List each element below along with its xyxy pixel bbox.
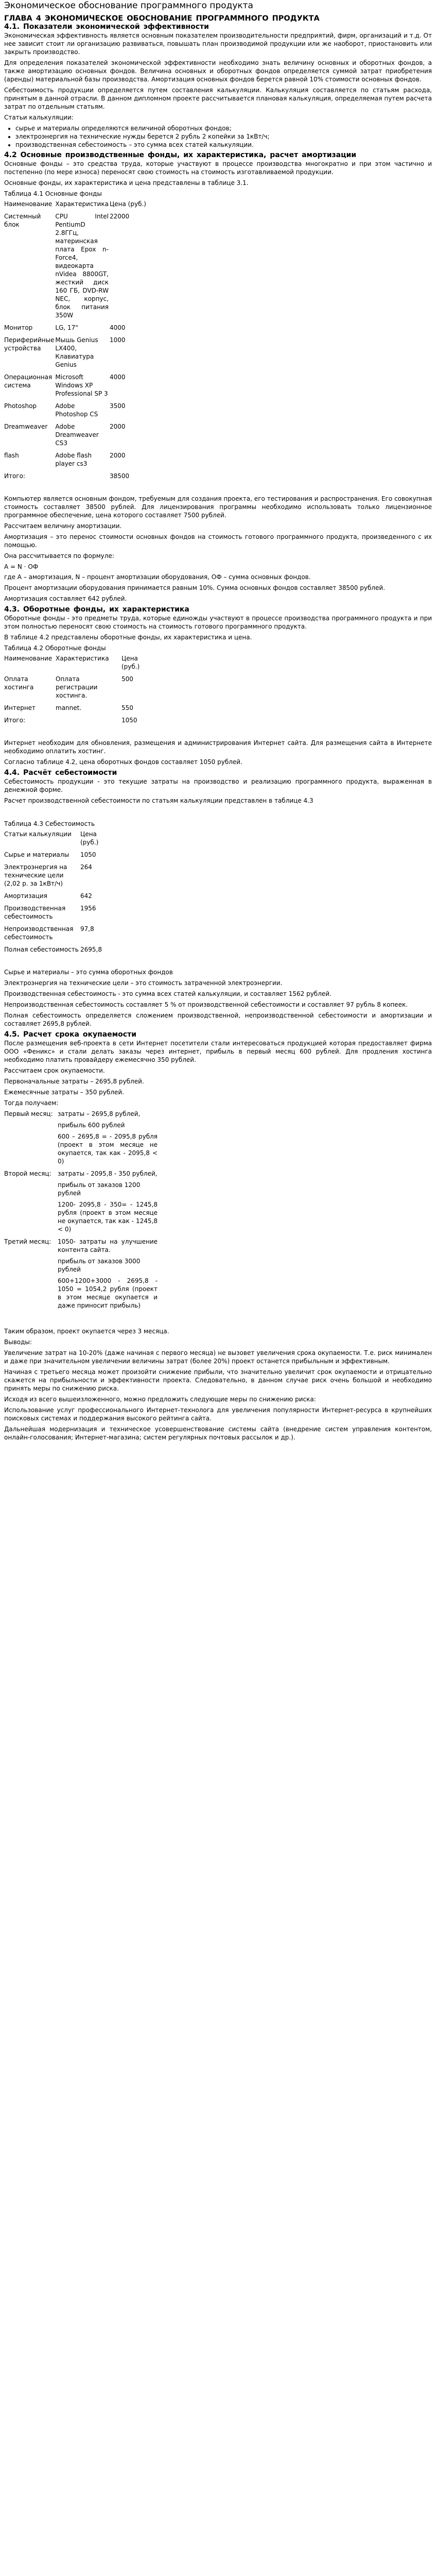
table-cell: Монитор [4, 324, 33, 331]
month-line: 600+1200+3000 - 2695,8 - 1050 = 1054,2 рубля (проект в этом месяце окупается и даже приносит прибыль) [58, 1277, 158, 1309]
paragraph: Себестоимость продукции - это текущие затраты на производство и реализацию программного продукта, выраженная в денежной форме. [4, 778, 432, 793]
table-cell: Производственная себестоимость [4, 905, 66, 920]
table-cell: mannet. [56, 704, 82, 711]
table-header-row [4, 200, 151, 212]
table-cell: Непроизводственная себестоимость [4, 925, 74, 941]
month-line: прибыль 600 рублей [58, 1122, 125, 1129]
table-cell: 642 [80, 892, 92, 900]
table-cell [58, 1238, 159, 1314]
table-row [4, 675, 152, 704]
table-row [4, 704, 152, 716]
paragraph: Компьютер является основным фондом, требуемым для создания проекта, его тестирования и распространения. Его совокупная стоимость составляет 38500 рублей. Для лицензирования программы необходимо использовать только лицензионное программное обеспечение, цена которого составляет 7500 рублей. [4, 495, 432, 519]
paragraph: где А – амортизация, N – процент амортизации оборудования, ОФ – сумма основных фондов. [4, 573, 311, 581]
table-cell: Амортизация [4, 892, 47, 900]
table-cell: LG, 17" [55, 324, 78, 331]
document [4, 0, 432, 1444]
page-title: Экономическое обоснование программного продукта [4, 1, 253, 11]
amortization-formula: А = N · ОФ [4, 563, 39, 570]
payback-table [4, 1110, 159, 1314]
table-row [4, 863, 111, 892]
table-cell: Adobe flash player cs3 [55, 452, 92, 467]
table-row [4, 324, 151, 336]
table-row [4, 1170, 159, 1238]
table-cell: Интернет [4, 704, 36, 711]
cost-table [4, 830, 111, 958]
paragraph: Экономическая эффективность является основным показателем производительности предприятий, фирм, организаций и т.д. От нее зависит стоит ли организацию развиваться, повышать план производимой продукции или же наоборот, приостановить или закрыть производство. [4, 32, 432, 56]
table-row [4, 336, 151, 373]
table-row [4, 451, 151, 472]
table-cell: Оплата хостинга [4, 675, 34, 691]
paragraph: Основные фонды, их характеристика и цена представлены в таблице 3.1. [4, 179, 249, 187]
list-item: • электроэнергия на технические нужды берется 2 рубль 2 копейки за 1кВт/ч; [15, 132, 432, 141]
paragraph: Она рассчитывается по формуле: [4, 552, 114, 560]
table-cell [58, 1170, 159, 1238]
table-caption: Таблица 4.2 Оборотные фонды [4, 645, 106, 652]
table-cell: Итого: [4, 472, 25, 480]
paragraph: Статьи калькуляции: [4, 114, 74, 121]
table-cell: 1050 [80, 851, 96, 858]
table-cell: flash [4, 452, 19, 459]
table-cell: 4000 [109, 374, 126, 381]
table-cell: Операционная система [4, 374, 53, 389]
section-heading-4-3: 4.3. Оборотные фонды, их характеристика [4, 605, 189, 614]
table-cell: 2695,8 [80, 946, 102, 953]
chapter-heading: ГЛАВА 4 ЭКОНОМИЧЕСКОЕ ОБОСНОВАНИЕ ПРОГРАММНОГО ПРОДУКТА [4, 14, 320, 23]
table-cell: Adobe Dreamweaver CS3 [55, 423, 99, 447]
table-header-row [4, 654, 152, 675]
table-cell: 500 [121, 675, 133, 683]
table-cell: 1050 [121, 717, 137, 724]
month-label: Первый месяц: [4, 1110, 53, 1117]
paragraph: Использование услуг профессионального Интернет-технолога для увеличения популярности Интернет-ресурса в крупнейших поисковых системах и поддержания высокого рейтинга сайта. [4, 1406, 432, 1422]
paragraph: После размещения веб-проекта в сети Интернет посетители стали интересоваться продукцией которая предоставляет фирма ООО «Феникс» и стали делать заказы через интернет, прибыль в первый месяц 600 рублей. Для продления хостинга необходимо платить провайдеру ежемесячно 350 рублей. [4, 1040, 432, 1063]
table-header-row [4, 830, 111, 851]
paragraph: Процент амортизации оборудования принимается равным 10%. Сумма основных фондов составляет 38500 рублей. [4, 584, 386, 591]
table-cell: 38500 [109, 472, 130, 480]
fixed-assets-table [4, 200, 151, 484]
table-row [4, 402, 151, 422]
table-row [4, 925, 111, 945]
table-header-cell: Характеристика [56, 655, 109, 662]
month-line: затраты - 2095,8 - 350 рублей, [58, 1170, 158, 1177]
table-cell: Сырье и материалы [4, 851, 69, 858]
table-header-cell: Цена (руб.) [121, 655, 140, 670]
working-assets-table [4, 654, 152, 728]
paragraph: Рассчитаем срок окупаемости. [4, 1067, 105, 1074]
calculation-items-list [4, 124, 432, 149]
section-heading-4-4: 4.4. Расчёт себестоимости [4, 769, 117, 777]
table-cell: 22000 [109, 213, 130, 220]
table-cell: 2000 [109, 452, 126, 459]
table-total-row [4, 945, 111, 958]
table-row [4, 373, 151, 402]
month-line: затраты – 2695,8 рублей, [58, 1110, 141, 1117]
paragraph: Производственная себестоимость - это сумма всех статей калькуляции, и составляет 1562 рублей. [4, 990, 332, 997]
paragraph: Первоначальные затраты – 2695,8 рублей. [4, 1078, 144, 1085]
month-label: Второй месяц: [4, 1170, 51, 1177]
table-cell: 2000 [109, 423, 126, 430]
table-total-row [4, 472, 151, 484]
paragraph: Оборотные фонды - это предметы труда, которые единожды участвуют в процессе производства программного продукта и при этом полностью переносят свою стоимость на стоимость готового программного продукта. [4, 615, 432, 630]
table-cell: Периферийные устройства [4, 336, 55, 352]
paragraph: Дальнейшая модернизация и техническое усовершенствование системы сайта (внедрение систем управления контентом, онлайн-голосования; Интернет-магазина; систем регулярных почтовых рассылок и др.). [4, 1426, 432, 1441]
table-cell: Мышь Genius LX400, Клавиатура Genius [55, 336, 98, 368]
paragraph: Выводы: [4, 1338, 32, 1346]
table-header-cell: Цена (руб.) [80, 831, 99, 846]
paragraph: Амортизация – это перенос стоимости основных фондов на стоимость готового программного продукта, произведенного с их помощью. [4, 533, 432, 549]
table-cell: Dreamweaver [4, 423, 48, 430]
paragraph: Таким образом, проект окупается через 3 месяца. [4, 1328, 169, 1335]
table-cell: 3500 [109, 402, 126, 410]
table-cell: Системный блок [4, 213, 41, 228]
table-cell: Полная себестоимость [4, 946, 79, 953]
table-caption: Таблица 4.1 Основные фонды [4, 190, 102, 197]
table-cell: Photoshop [4, 402, 37, 410]
table-cell: 97,8 [80, 925, 94, 933]
paragraph: Себестоимость продукции определяется путем составления калькуляции. Калькуляция составляется по статьям расхода, принятым в данной отрасли. В данном дипломном проекте рассчитывается плановая калькуляция, определяемая путем расчета затрат по отдельным статьям. [4, 87, 432, 110]
paragraph: Ежемесячные затраты – 350 рублей. [4, 1089, 124, 1096]
table-cell: 264 [80, 863, 92, 871]
list-item: • сырье и материалы определяются величиной оборотных фондов; [15, 124, 432, 132]
table-row [4, 212, 151, 324]
table-cell: Итого: [4, 717, 25, 724]
table-cell: Microsoft Windows XP Professional SP 3 [55, 374, 108, 397]
list-item: • производственная себестоимость – это сумма всех статей калькуляции. [15, 141, 432, 149]
paragraph: Расчет производственной себестоимости по статьям калькуляции представлен в таблице 4.3 [4, 797, 313, 804]
table-caption: Таблица 4.3 Себестоимость [4, 820, 95, 827]
table-cell: 1000 [109, 336, 126, 344]
paragraph: Интернет необходим для обновления, размещения и администрирования Интернет сайта. Для размещения сайта в Интернете необходимо оплатить хостинг. [4, 739, 432, 755]
month-line: прибыль от заказов 3000 рублей [58, 1258, 141, 1273]
paragraph: Увеличение затрат на 10-20% (даже начиная с первого месяца) не вызовет увеличения срока окупаемости. Т.е. риск минимален и даже при значительном увеличении величины затрат (более 20%) проект останется прибыльным и эффективным. [4, 1349, 432, 1365]
table-cell [58, 1110, 159, 1170]
table-header-cell: Характеристика [55, 200, 109, 208]
table-header-cell: Наименование [4, 655, 53, 662]
table-row [4, 892, 111, 904]
table-row [4, 1110, 159, 1170]
table-header-cell: Цена (руб.) [109, 200, 146, 208]
month-label: Третий месяц: [4, 1238, 51, 1245]
table-cell: Adobe Photoshop CS [55, 402, 98, 418]
paragraph: Основные фонды – это средства труда, которые участвуют в процессе производства многократно и при этом частично и постепенно (по мере износа) переносят свою стоимость на стоимость изготавливаемой продукции. [4, 160, 432, 176]
paragraph: Рассчитаем величину амортизации. [4, 522, 122, 530]
table-cell [55, 472, 110, 484]
section-heading-4-1: 4.1. Показатели экономической эффективности [4, 23, 209, 31]
paragraph: Согласно таблице 4.2, цена оборотных фондов составляет 1050 рублей. [4, 758, 242, 766]
table-header-cell: Статьи калькуляции [4, 831, 72, 838]
paragraph: Амортизация составляет 642 рублей. [4, 595, 127, 602]
month-line: 1050- затраты на улучшение контента сайта. [58, 1238, 158, 1253]
table-cell: 550 [121, 704, 133, 711]
paragraph: В таблице 4.2 представлены оборотные фонды, их характеристика и цена. [4, 634, 252, 641]
table-header-cell: Наименование [4, 200, 53, 208]
paragraph: Непроизводственная себестоимость составляет 5 % от производственной себестоимости и составляет 97 рубль 8 копеек. [4, 1001, 408, 1008]
table-total-row [4, 716, 152, 728]
paragraph: Полная себестоимость определяется сложением производственной, непроизводственной себестоимости и амортизации и составляет 2695,8 рублей. [4, 1012, 432, 1027]
section-heading-4-2: 4.2 Основные производственные фонды, их характеристика, расчет амортизации [4, 151, 357, 159]
table-row [4, 904, 111, 925]
month-line: прибыль от заказов 1200 рублей [58, 1181, 141, 1197]
table-cell [56, 716, 121, 728]
paragraph: Тогда получаем: [4, 1099, 59, 1107]
table-cell: 4000 [109, 324, 126, 331]
paragraph: Сырье и материалы – это сумма оборотных фондов [4, 969, 173, 976]
paragraph: Для определения показателей экономической эффективности необходимо знать величину основных и оборотных фондов, а также амортизацию основных фондов. Величина основных и оборотных фондов определяется суммой затрат приобретения (аренды) материальной базы производства. Амортизация основных фондов берется равной 10% стоимости основных фондов. [4, 59, 432, 83]
table-cell: Электроэнергия на технические цели (2,02 р. за 1кВт/ч) [4, 863, 67, 887]
table-cell: 1956 [80, 905, 96, 912]
table-row [4, 851, 111, 863]
table-row [4, 422, 151, 451]
table-row [4, 1238, 159, 1314]
paragraph: Электроэнергия на технические цели – это стоимость затраченной электроэнергии. [4, 979, 283, 987]
month-line: 1200- 2095,8 - 350= - 1245,8 рубля (проект в этом месяце не окупается, так как - 1245,8 < 0) [58, 1201, 158, 1233]
table-cell: Оплата регистрации хостинга. [56, 675, 98, 699]
month-line: 600 – 2695,8 = - 2095,8 рубля (проект в этом месяце не окупается, так как - 2095,8 < 0) [58, 1133, 158, 1165]
section-heading-4-5: 4.5. Расчет срока окупаемости [4, 1030, 137, 1039]
table-cell: CPU Intel PentiumD 2.8ГГц, материнская плата Epox n-Force4, видеокарта nVidea 8800GT, жесткий диск 160 ГБ, DVD-RW NEC, корпус, блок питания 350W [55, 213, 109, 319]
paragraph: Исходя из всего вышеизложенного, можно предложить следующие меры по снижению риска: [4, 1396, 316, 1403]
paragraph: Начиная с третьего месяца может произойти снижение прибыли, что значительно увеличит срок окупаемости и отрицательно скажется на прибыльности и эффективности проекта. Следовательно, в данном случае риск очень большой и необходимо принять меры по снижению риска. [4, 1368, 432, 1392]
